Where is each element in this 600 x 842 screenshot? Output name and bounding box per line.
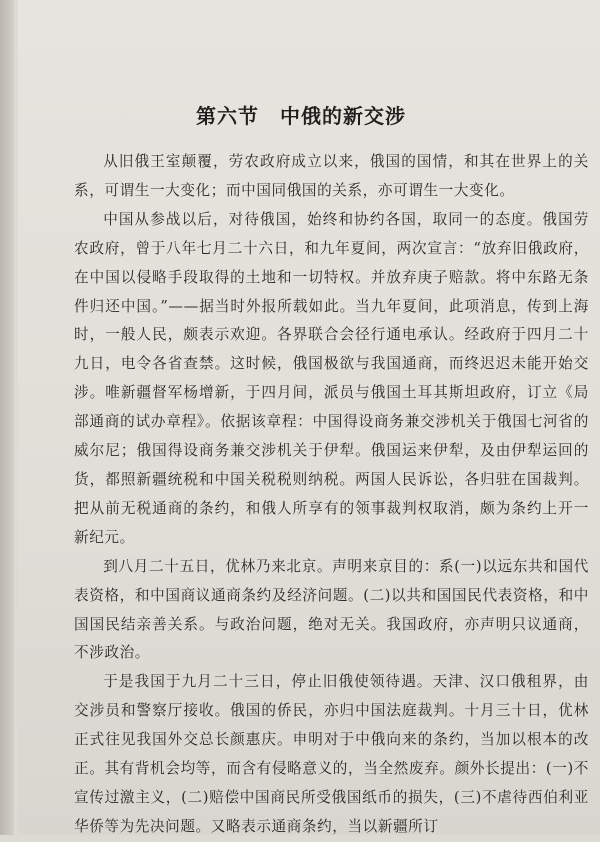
page-spine-shadow [0,0,14,835]
body-text [74,148,589,842]
section-title: 第六节 中俄的新交涉 [196,104,406,128]
paragraph-4: 于是我国于九月二十三日，停止旧俄使领待遇。天津、汉口俄租界，由交涉员和警察厅接收。俄国的侨民，亦归中国法庭裁判。十月三十日，优林正式往见我国外交总长颜惠庆。申明对于中俄向来的条约，当加以根本的改正。其有背机会均等，而含有侵略意义的，当全然废弃。颜外长提出：(一)不宣传过激主义，(二)赔偿中国商民所受俄国纸币的损失，(三)不虐待西伯利亚华侨等为先决问题。又略表示通商条约，当以新疆所订 [74,673,589,835]
paragraph-2: 中国从参战以后，对待俄国，始终和协约各国，取同一的态度。俄国劳农政府，曾于八年七月二十六日，和九年夏间，两次宣言：“放弃旧俄政府，在中国以侵略手段取得的土地和一切特权。并放弃庚子赔款。将中东路无条件归还中国。”——据当时外报所载如此。当九年夏间，此项消息，传到上海时，一般人民，颇表示欢迎。各界联合会径行通电承认。经政府于四月二十九日，电令各省查禁。这时候，俄国极欲与我国通商，而终迟迟未能开始交涉。唯新疆督军杨增新，于四月间，派员与俄国土耳其斯坦政府，订立《局部通商的试办章程》。依据该章程：中国得设商务兼交涉机关于俄国七河省的威尔尼；俄国得设商务兼交涉机关于伊犁。俄国运来伊犁，及由伊犁运回的货，都照新疆统税和中国关税税则纳税。两国人民诉讼，各归驻在国裁判。把从前无税通商的条约，和俄人所享有的领事裁判权取消，颇为条约上开一新纪元。 [74,210,589,546]
paragraph-3: 到八月二十五日，优林乃来北京。声明来京目的：系(一)以远东共和国代表资格，和中国商议通商条约及经济问题。(二)以共和国国民代表资格，和中国国民结亲善关系。与政治问题，绝对无关。我国政府，亦声明只议通商，不涉政治。 [74,557,589,662]
paragraph-1: 从旧俄王室颠覆，劳农政府成立以来，俄国的国情，和其在世界上的关系，可谓生一大变化；而中国同俄国的关系，亦可谓生一大变化。 [74,153,589,199]
book-page [18,0,600,835]
